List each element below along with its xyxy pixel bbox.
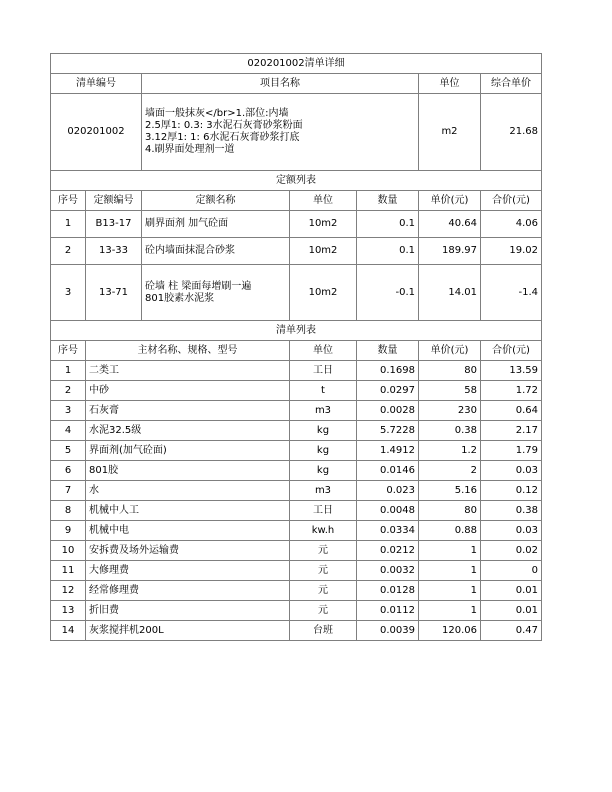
- material-total: 0.64: [481, 401, 542, 421]
- quota-header-code: 定额编号: [86, 191, 142, 211]
- bill-detail-table: [50, 53, 542, 641]
- material-header-total: 合价(元): [481, 341, 542, 361]
- material-total: 0.03: [481, 461, 542, 481]
- material-price: 1: [419, 601, 481, 621]
- quota-header-qty: 数量: [357, 191, 419, 211]
- material-row: [51, 521, 542, 541]
- material-name: 水泥32.5级: [86, 421, 290, 441]
- material-name: 灰浆搅拌机200L: [86, 621, 290, 641]
- material-name: 水: [86, 481, 290, 501]
- material-qty: 1.4912: [357, 441, 419, 461]
- material-price: 1: [419, 541, 481, 561]
- material-row: [51, 621, 542, 641]
- material-unit: m3: [290, 481, 357, 501]
- quota-unit: 10m2: [290, 211, 357, 238]
- material-no: 2: [51, 381, 86, 401]
- item-description: [142, 94, 419, 171]
- material-no: 8: [51, 501, 86, 521]
- item-row: [51, 94, 542, 171]
- material-row: [51, 501, 542, 521]
- quota-price: 189.97: [419, 238, 481, 265]
- material-unit: kw.h: [290, 521, 357, 541]
- material-unit: kg: [290, 461, 357, 481]
- item-header-row: [51, 74, 542, 94]
- material-no: 10: [51, 541, 86, 561]
- item-code: 020201002: [51, 94, 142, 171]
- material-no: 4: [51, 421, 86, 441]
- quota-total: 4.06: [481, 211, 542, 238]
- item-description-line: 3.12厚1: 1: 6水泥石灰膏砂浆打底: [145, 132, 300, 143]
- material-qty: 0.0212: [357, 541, 419, 561]
- quota-header-row: [51, 191, 542, 211]
- material-no: 3: [51, 401, 86, 421]
- material-qty: 0.0048: [357, 501, 419, 521]
- quota-unit: 10m2: [290, 238, 357, 265]
- material-unit: kg: [290, 441, 357, 461]
- material-name: 大修理费: [86, 561, 290, 581]
- material-total: 13.59: [481, 361, 542, 381]
- quota-header-price: 单价(元): [419, 191, 481, 211]
- material-name: 界面剂(加气砼面): [86, 441, 290, 461]
- material-price: 58: [419, 381, 481, 401]
- material-qty: 0.023: [357, 481, 419, 501]
- quota-name: 砼内墙面抹混合砂浆: [142, 238, 290, 265]
- material-no: 12: [51, 581, 86, 601]
- material-no: 5: [51, 441, 86, 461]
- quota-no: 2: [51, 238, 86, 265]
- material-name: 机械中电: [86, 521, 290, 541]
- quota-total: 19.02: [481, 238, 542, 265]
- material-total: 1.79: [481, 441, 542, 461]
- quota-price: 14.01: [419, 265, 481, 321]
- material-qty: 0.0032: [357, 561, 419, 581]
- material-total: 0.01: [481, 581, 542, 601]
- table-title: 020201002清单详细: [51, 54, 542, 74]
- material-unit: 元: [290, 561, 357, 581]
- quota-price: 40.64: [419, 211, 481, 238]
- quota-name-line: 801胶素水泥浆: [145, 292, 215, 304]
- material-name: 801胶: [86, 461, 290, 481]
- material-qty: 0.0128: [357, 581, 419, 601]
- material-qty: 0.0028: [357, 401, 419, 421]
- material-unit: m3: [290, 401, 357, 421]
- material-name: 安拆费及场外运输费: [86, 541, 290, 561]
- material-total: 0.47: [481, 621, 542, 641]
- material-name: 二类工: [86, 361, 290, 381]
- header-item-unit: 单位: [419, 74, 481, 94]
- material-total: 2.17: [481, 421, 542, 441]
- material-unit: 台班: [290, 621, 357, 641]
- material-header-price: 单价(元): [419, 341, 481, 361]
- quota-header-unit: 单位: [290, 191, 357, 211]
- material-total: 1.72: [481, 381, 542, 401]
- quota-name: 刷界面剂 加气砼面: [142, 211, 290, 238]
- item-price: 21.68: [481, 94, 542, 171]
- material-row: [51, 461, 542, 481]
- material-total: 0.38: [481, 501, 542, 521]
- material-header-unit: 单位: [290, 341, 357, 361]
- material-qty: 0.1698: [357, 361, 419, 381]
- material-price: 0.88: [419, 521, 481, 541]
- material-row: [51, 361, 542, 381]
- material-no: 14: [51, 621, 86, 641]
- material-total: 0.12: [481, 481, 542, 501]
- material-price: 1: [419, 561, 481, 581]
- quota-code: 13-33: [86, 238, 142, 265]
- quota-header-no: 序号: [51, 191, 86, 211]
- material-section-row: [51, 321, 542, 341]
- material-qty: 0.0297: [357, 381, 419, 401]
- material-price: 5.16: [419, 481, 481, 501]
- material-total: 0.01: [481, 601, 542, 621]
- material-header-name: 主材名称、规格、型号: [86, 341, 290, 361]
- item-description-line: 4.刷界面处理剂一道: [145, 144, 235, 155]
- material-name: 机械中人工: [86, 501, 290, 521]
- material-header-row: [51, 341, 542, 361]
- quota-header-name: 定额名称: [142, 191, 290, 211]
- material-unit: 元: [290, 581, 357, 601]
- material-unit: 工日: [290, 361, 357, 381]
- quota-qty: 0.1: [357, 211, 419, 238]
- material-name: 石灰膏: [86, 401, 290, 421]
- material-price: 80: [419, 501, 481, 521]
- material-qty: 0.0146: [357, 461, 419, 481]
- material-no: 1: [51, 361, 86, 381]
- material-name: 中砂: [86, 381, 290, 401]
- material-header-no: 序号: [51, 341, 86, 361]
- header-item-price: 综合单价: [481, 74, 542, 94]
- quota-total: -1.4: [481, 265, 542, 321]
- material-total: 0: [481, 561, 542, 581]
- quota-qty: -0.1: [357, 265, 419, 321]
- item-description-line: 墙面一般抹灰</br>1.部位:内墙: [145, 108, 289, 119]
- material-row: [51, 481, 542, 501]
- material-row: [51, 421, 542, 441]
- quota-row: [51, 238, 542, 265]
- material-price: 1.2: [419, 441, 481, 461]
- header-item-code: 清单编号: [51, 74, 142, 94]
- material-unit: t: [290, 381, 357, 401]
- material-no: 7: [51, 481, 86, 501]
- material-total: 0.03: [481, 521, 542, 541]
- quota-code: B13-17: [86, 211, 142, 238]
- material-section-title: 清单列表: [51, 321, 542, 341]
- material-price: 2: [419, 461, 481, 481]
- material-price: 0.38: [419, 421, 481, 441]
- material-price: 80: [419, 361, 481, 381]
- quota-qty: 0.1: [357, 238, 419, 265]
- material-row: [51, 401, 542, 421]
- quota-section-title: 定额列表: [51, 171, 542, 191]
- material-no: 13: [51, 601, 86, 621]
- material-price: 230: [419, 401, 481, 421]
- quota-header-total: 合价(元): [481, 191, 542, 211]
- quota-unit: 10m2: [290, 265, 357, 321]
- quota-name: [142, 265, 290, 321]
- quota-no: 1: [51, 211, 86, 238]
- material-price: 1: [419, 581, 481, 601]
- header-item-name: 项目名称: [142, 74, 419, 94]
- material-unit: 元: [290, 541, 357, 561]
- material-row: [51, 441, 542, 461]
- material-qty: 0.0112: [357, 601, 419, 621]
- material-row: [51, 581, 542, 601]
- material-qty: 0.0334: [357, 521, 419, 541]
- material-unit: 元: [290, 601, 357, 621]
- material-row: [51, 541, 542, 561]
- quota-row: [51, 265, 542, 321]
- material-unit: 工日: [290, 501, 357, 521]
- material-row: [51, 381, 542, 401]
- material-price: 120.06: [419, 621, 481, 641]
- material-unit: kg: [290, 421, 357, 441]
- material-no: 9: [51, 521, 86, 541]
- item-description-line: 2.5厚1: 0.3: 3水泥石灰膏砂浆粉面: [145, 120, 303, 131]
- quota-section-row: [51, 171, 542, 191]
- item-unit: m2: [419, 94, 481, 171]
- material-row: [51, 601, 542, 621]
- quota-row: [51, 211, 542, 238]
- material-no: 6: [51, 461, 86, 481]
- material-qty: 5.7228: [357, 421, 419, 441]
- quota-code: 13-71: [86, 265, 142, 321]
- quota-no: 3: [51, 265, 86, 321]
- material-total: 0.02: [481, 541, 542, 561]
- title-row: [51, 54, 542, 74]
- material-no: 11: [51, 561, 86, 581]
- material-header-qty: 数量: [357, 341, 419, 361]
- material-row: [51, 561, 542, 581]
- material-name: 经常修理费: [86, 581, 290, 601]
- material-name: 折旧费: [86, 601, 290, 621]
- material-qty: 0.0039: [357, 621, 419, 641]
- quota-name-line: 砼墙 柱 梁面每增刷一遍: [145, 280, 252, 292]
